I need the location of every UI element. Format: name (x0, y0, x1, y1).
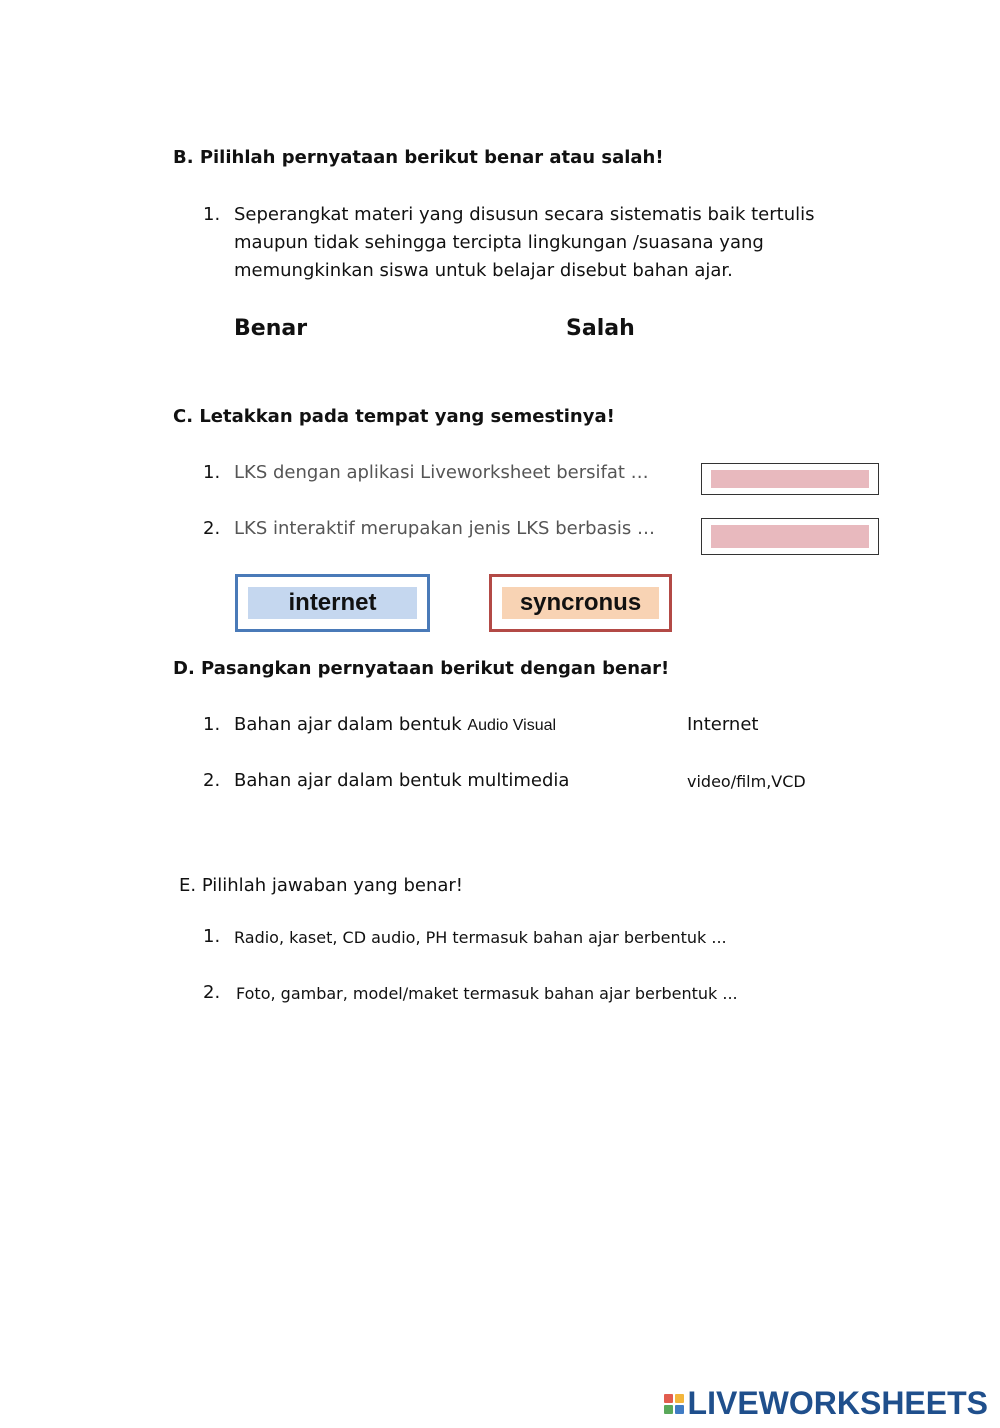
question-number: 1. (203, 926, 221, 947)
drag-option-internet[interactable] (235, 574, 430, 632)
question-text-line: memungkinkan siswa untuk belajar disebut bahan ajar. (234, 260, 733, 281)
question-number: 2. (203, 770, 221, 791)
option-benar[interactable]: Benar (234, 316, 308, 341)
question-number: 1. (203, 204, 221, 225)
logo-text: LIVEWORKSHEETS (687, 1385, 988, 1421)
section-d-heading: D. Pasangkan pernyataan berikut dengan benar! (173, 658, 670, 679)
question-text: Foto, gambar, model/maket termasuk bahan ajar berbentuk ... (236, 984, 738, 1003)
question-number: 2. (203, 518, 221, 539)
option-salah[interactable]: Salah (566, 316, 635, 341)
question-text-line: Seperangkat materi yang disusun secara sistematis baik tertulis (234, 204, 815, 225)
logo-grid-icon (664, 1394, 684, 1414)
question-number: 1. (203, 462, 221, 483)
section-e-heading: E. Pilihlah jawaban yang benar! (179, 875, 464, 896)
question-text: Radio, kaset, CD audio, PH termasuk bahan ajar berbentuk ... (234, 928, 727, 947)
drop-target-1[interactable] (701, 463, 879, 495)
section-c-heading: C. Letakkan pada tempat yang semestinya! (173, 406, 615, 427)
match-left-item[interactable]: Bahan ajar dalam bentuk multimedia (234, 770, 570, 791)
drag-option-label: internet (288, 589, 377, 616)
question-number: 2. (203, 982, 221, 1003)
question-text: LKS interaktif merupakan jenis LKS berbasis … (234, 518, 656, 539)
drop-target-2[interactable] (701, 518, 879, 555)
drag-option-syncronus[interactable] (489, 574, 672, 632)
question-text: LKS dengan aplikasi Liveworksheet bersifat … (234, 462, 649, 483)
liveworksheets-logo (664, 1385, 988, 1422)
match-left-text-small: Audio Visual (467, 717, 557, 734)
match-left-text: Bahan ajar dalam bentuk (234, 714, 468, 735)
match-right-item[interactable]: Internet (687, 714, 759, 735)
question-text-line: maupun tidak sehingga tercipta lingkungan /suasana yang (234, 232, 764, 253)
drag-option-label: syncronus (519, 589, 642, 616)
section-b-heading: B. Pilihlah pernyataan berikut benar atau salah! (173, 147, 664, 168)
match-left-item[interactable] (234, 714, 556, 735)
match-right-item[interactable]: video/film,VCD (687, 772, 806, 791)
question-number: 1. (203, 714, 221, 735)
